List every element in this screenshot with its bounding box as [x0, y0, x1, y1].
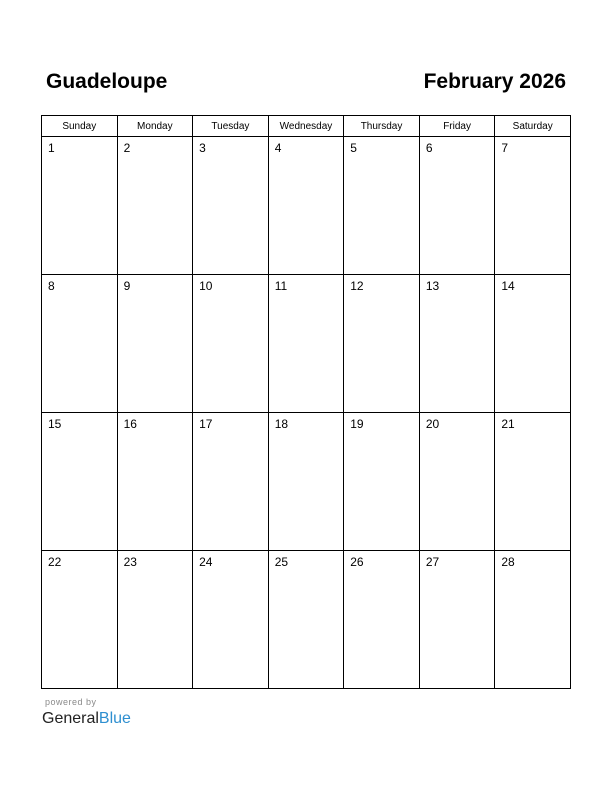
day-number: 3 [199, 141, 206, 155]
day-number: 15 [48, 417, 62, 431]
day-cell [193, 275, 269, 413]
day-cell [117, 275, 193, 413]
day-cell [495, 413, 571, 551]
brand-wordmark [42, 710, 131, 728]
day-cell [268, 137, 344, 275]
day-number: 26 [350, 555, 364, 569]
day-number: 22 [48, 555, 62, 569]
day-number: 28 [501, 555, 515, 569]
weekday-header-row [42, 116, 571, 137]
day-number: 14 [501, 279, 515, 293]
day-cell [117, 551, 193, 689]
day-number: 2 [123, 141, 131, 155]
weekday-thursday: Thursday [344, 116, 420, 137]
day-cell [193, 551, 269, 689]
day-number: 6 [425, 141, 433, 155]
day-number: 9 [123, 279, 131, 293]
brand-name-general: General [42, 710, 99, 727]
day-number: 8 [48, 279, 55, 293]
weekday-wednesday: Wednesday [268, 116, 344, 137]
day-cell [193, 137, 269, 275]
day-cell [344, 551, 420, 689]
calendar-header [46, 70, 566, 98]
day-cell [268, 413, 344, 551]
day-number: 25 [274, 555, 289, 569]
day-cell [419, 413, 495, 551]
weekday-saturday: Saturday [495, 116, 571, 137]
day-number: 7 [501, 141, 509, 155]
powered-by-logo [42, 697, 182, 733]
week-row-4 [42, 551, 571, 689]
day-cell [42, 275, 118, 413]
day-cell [42, 551, 118, 689]
day-cell [117, 413, 193, 551]
day-cell [268, 275, 344, 413]
day-number: 21 [501, 417, 515, 431]
weekday-tuesday: Tuesday [193, 116, 269, 137]
day-number: 16 [123, 417, 137, 431]
day-number: 18 [274, 417, 289, 431]
day-number: 13 [425, 279, 440, 293]
day-number: 11 [274, 279, 288, 293]
day-number: 17 [199, 417, 213, 431]
day-number: 5 [350, 141, 357, 155]
day-cell [117, 137, 193, 275]
day-cell [419, 275, 495, 413]
day-cell [419, 137, 495, 275]
weekday-sunday: Sunday [42, 116, 118, 137]
day-number: 1 [48, 141, 55, 155]
day-number: 12 [350, 279, 364, 293]
day-cell [268, 551, 344, 689]
brand-name-blue: Blue [98, 710, 131, 727]
day-number: 27 [425, 555, 440, 569]
day-number: 20 [425, 417, 440, 431]
day-cell [42, 413, 118, 551]
week-row-2 [42, 275, 571, 413]
day-cell [42, 137, 118, 275]
day-cell [495, 137, 571, 275]
day-number: 10 [199, 279, 213, 293]
day-cell [344, 413, 420, 551]
day-cell [344, 275, 420, 413]
month-calendar-grid [41, 115, 571, 689]
powered-by-label: powered by [45, 697, 97, 707]
day-number: 4 [274, 141, 282, 155]
day-number: 24 [199, 555, 213, 569]
day-cell [495, 551, 571, 689]
day-cell [495, 275, 571, 413]
day-cell [344, 137, 420, 275]
week-row-3 [42, 413, 571, 551]
week-row-1 [42, 137, 571, 275]
day-cell [193, 413, 269, 551]
day-number: 19 [350, 417, 364, 431]
country-title: Guadeloupe [46, 70, 168, 93]
weekday-monday: Monday [117, 116, 193, 137]
month-year-title: February 2026 [423, 70, 566, 93]
day-number: 23 [123, 555, 137, 569]
weekday-friday: Friday [419, 116, 495, 137]
day-cell [419, 551, 495, 689]
